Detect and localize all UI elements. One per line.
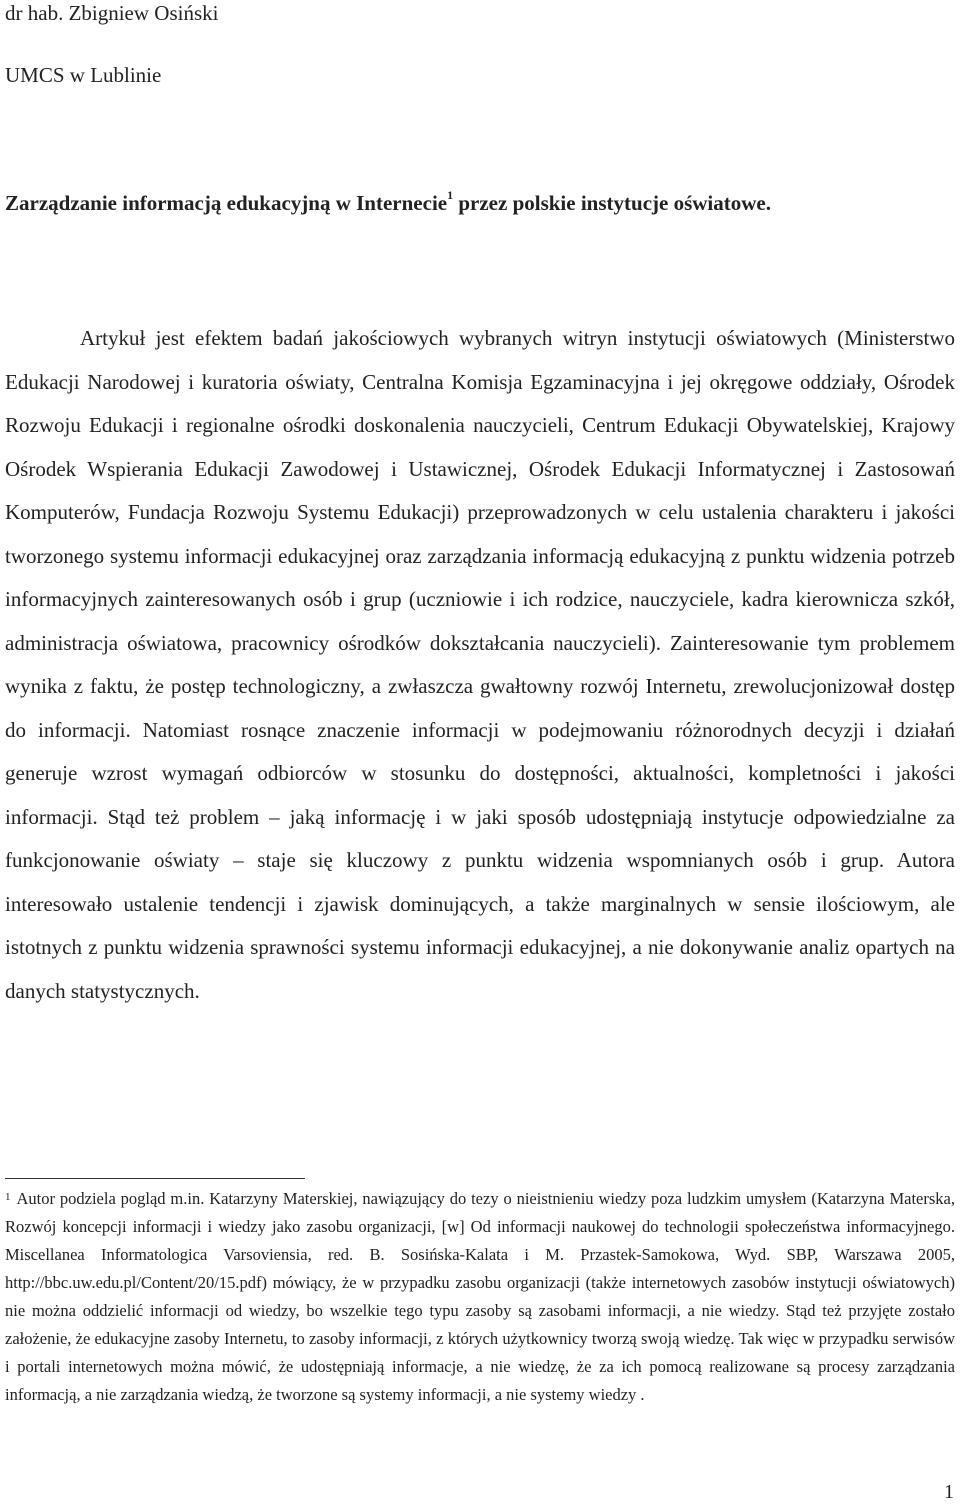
page-number: 1 bbox=[944, 1481, 954, 1503]
article-title bbox=[5, 188, 771, 216]
footnote-separator bbox=[5, 1178, 305, 1179]
title-text-after: przez polskie instytucje oświatowe. bbox=[453, 191, 771, 215]
footnote-text: Autor podziela pogląd m.in. Katarzyny Materskiej, nawiązujący do tezy o nieistnieniu wiedzy poza ludzkim umysłem (Katarzyna Materska, Rozwój koncepcji informacji i wiedzy jako zasobu organizacji, [w] Od informacji naukowej do technologii społeczeństwa informacyjnego. Miscellanea Informatologica Varsoviensia, red. B. Sosińska-Kalata i M. Przastek-Samokowa, Wyd. SBP, Warszawa 2005, http://bbc.uw.edu.pl/Content/20/15.pdf) mówiący, że w przypadku zasobu organizacji (także internetowych zasobów instytucji oświatowych) nie można oddzielić informacji od wiedzy, bo wszelkie tego typu zasoby są zasobami informacji, a nie wiedzy. Stąd też przyjęte zostało założenie, że edukacyjne zasoby Internetu, to zasoby informacji, z których użytkownicy tworzą swoją wiedzę. Tak więc w przypadku serwisów i portali internetowych można mówić, że udostępniają informacje, a nie wiedzę, że za ich pomocą realizowane są procesy zarządzania informacją, a nie zarządzania wiedzą, że tworzone są systemy informacji, a nie systemy wiedzy . bbox=[5, 1189, 955, 1404]
title-text-before: Zarządzanie informacją edukacyjną w Internecie bbox=[5, 191, 448, 215]
body-paragraph: Artykuł jest efektem badań jakościowych wybranych witryn instytucji oświatowych (Ministerstwo Edukacji Narodowej i kuratoria oświaty, Centralna Komisja Egzaminacyjna i jej okręgowe oddziały, Ośrodek Rozwoju Edukacji i regionalne ośrodki doskonalenia nauczycieli, Centrum Edukacji Obywatelskiej, Krajowy Ośrodek Wspierania Edukacji Zawodowej i Ustawicznej, Ośrodek Edukacji Informatycznej i Zastosowań Komputerów, Fundacja Rozwoju Systemu Edukacji) przeprowadzonych w celu ustalenia charakteru i jakości tworzonego systemu informacji edukacyjnej oraz zarządzania informacją edukacyjną z punktu widzenia potrzeb informacyjnych zainteresowanych osób i grup (uczniowie i ich rodzice, nauczyciele, kadra kierownicza szkół, administracja oświatowa, pracownicy ośrodków dokształcania nauczycieli). Zainteresowanie tym problemem wynika z faktu, że postęp technologiczny, a zwłaszcza gwałtowny rozwój Internetu, zrewolucjonizował dostęp do informacji. Natomiast rosnące znaczenie informacji w podejmowaniu różnorodnych decyzji i działań generuje wzrost wymagań odbiorców w stosunku do dostępności, aktualności, kompletności i jakości informacji. Stąd też problem – jaką informację i w jaki sposób udostępniają instytucje odpowiedzialne za funkcjonowanie oświaty – staje się kluczowy z punktu widzenia wspomnianych osób i grup. Autora interesowało ustalenie tendencji i zjawisk dominujących, a także marginalnych w sensie ilościowym, ale istotnych z punktu widzenia sprawności systemu informacji edukacyjnej, a nie dokonywanie analiz opartych na danych statystycznych. bbox=[5, 326, 955, 1003]
author-name: dr hab. Zbigniew Osiński bbox=[5, 1, 219, 25]
author-affiliation: UMCS w Lublinie bbox=[5, 63, 162, 87]
footnote bbox=[5, 1185, 955, 1409]
footnote-reference[interactable]: 1 bbox=[447, 188, 454, 202]
footnote-marker: 1 bbox=[5, 1191, 11, 1203]
